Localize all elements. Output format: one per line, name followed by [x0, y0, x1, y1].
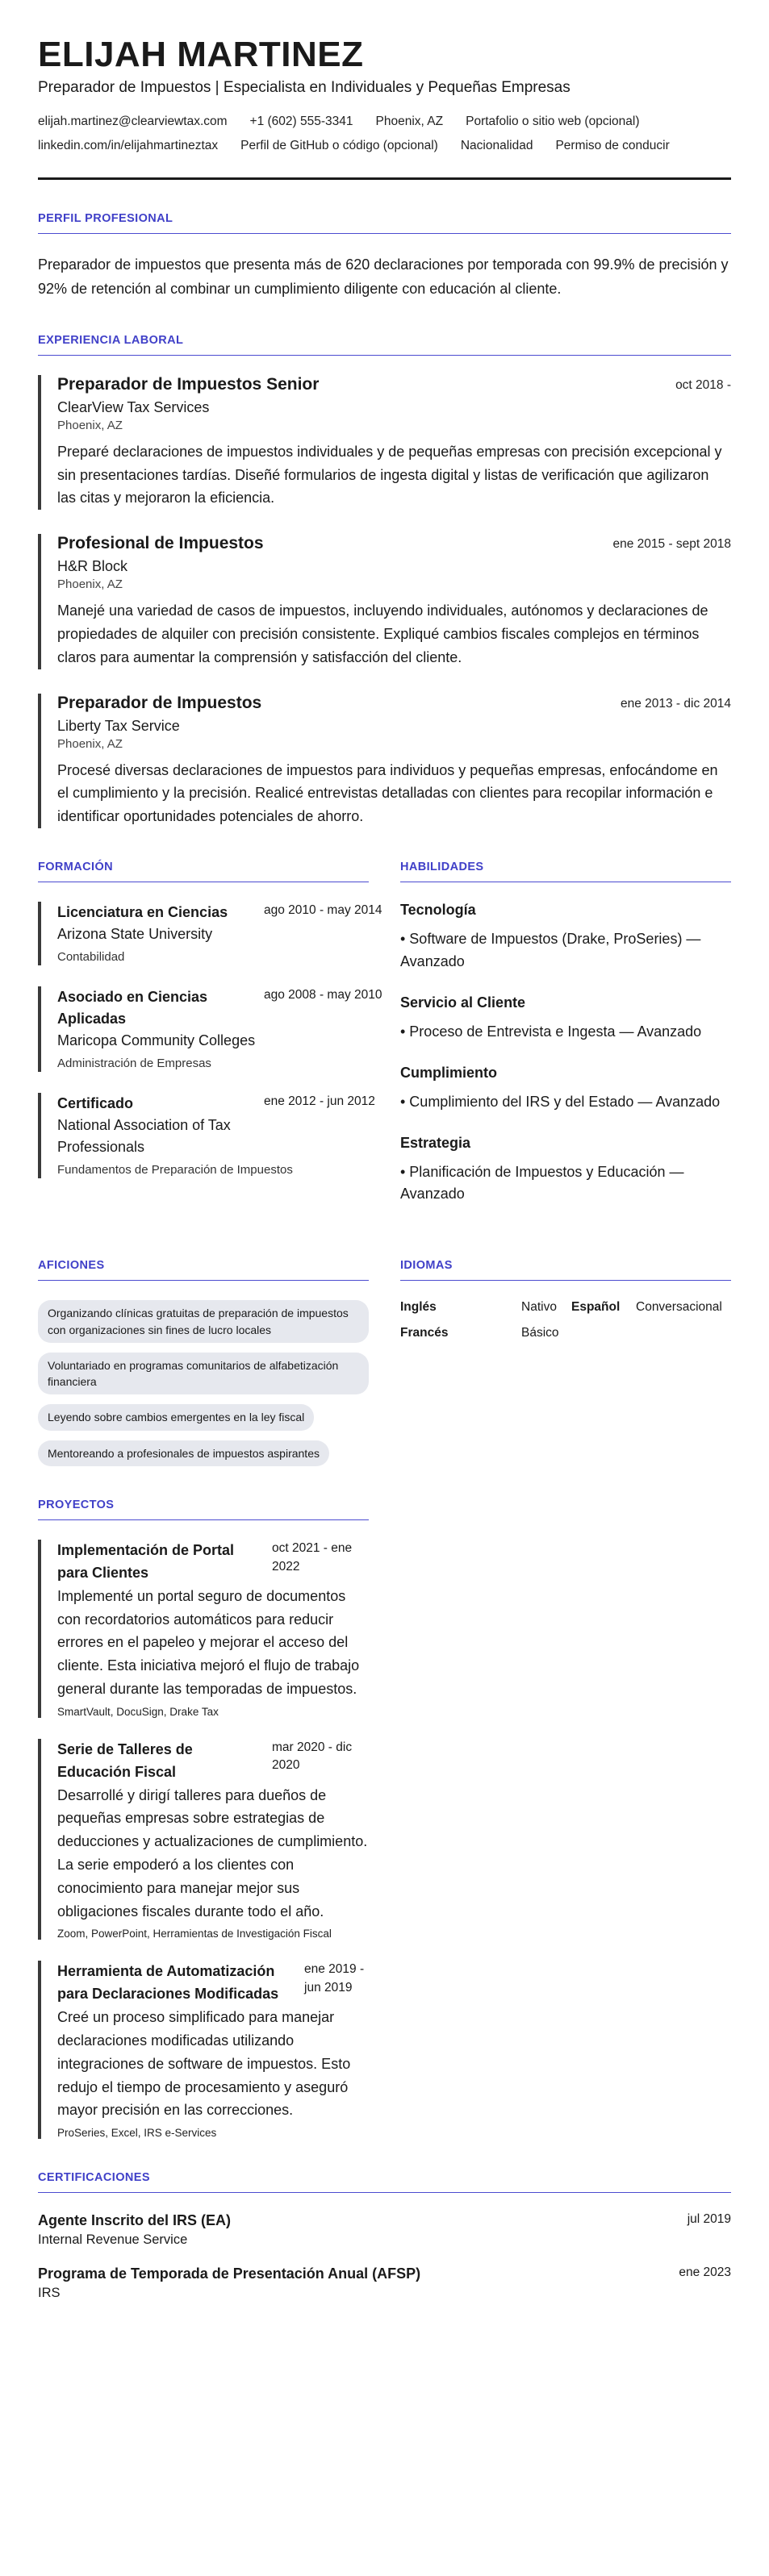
- skill-category: Cumplimiento: [400, 1064, 497, 1081]
- job-company: ClearView Tax Services: [57, 398, 210, 415]
- education-item: [38, 1093, 375, 1178]
- skill-category: Servicio al Cliente: [400, 994, 526, 1011]
- section-title-education: FORMACIÓN: [38, 860, 114, 873]
- project-description: Creé un proceso simplificado para manejar declaraciones modificadas utilizando integraciones de software de impuestos. Esto redujo el tiempo de procesamiento y aseguró mayor precisión en las correcciones.: [57, 2009, 351, 2119]
- project-description: Desarrollé y dirigí talleres para dueños de pequeñas empresas sobre estrategias de deducciones y actualizaciones de cumplimiento. La serie empoderó a los clientes con conocimiento para manejar mejor sus obligaciones fiscales durante todo el año.: [57, 1786, 368, 1919]
- language-name: Francés: [400, 1326, 449, 1340]
- experience-item: [38, 694, 731, 828]
- job-company: H&R Block: [57, 558, 128, 575]
- degree-name: Certificado: [57, 1094, 134, 1111]
- section-divider: [38, 1280, 369, 1281]
- school-name: Maricopa Community Colleges: [57, 1032, 256, 1048]
- job-title: Preparador de Impuestos: [57, 693, 262, 712]
- school-name: National Association of Tax Professionals: [57, 1116, 231, 1155]
- section-title-projects: PROYECTOS: [38, 1498, 115, 1512]
- project-dates: mar 2020 - dic 2020: [272, 1740, 353, 1773]
- project-tech: ProSeries, Excel, IRS e-Services: [57, 2127, 217, 2140]
- job-title: Profesional de Impuestos: [57, 534, 264, 553]
- header-divider: [38, 177, 731, 180]
- project-item: [38, 1961, 369, 2139]
- hobby-chip: Leyendo sobre cambios emergentes en la ley fiscal: [38, 1404, 314, 1430]
- candidate-name: ELIJAH MARTINEZ: [38, 35, 364, 74]
- section-title-summary: PERFIL PROFESIONAL: [38, 212, 173, 226]
- job-location: Phoenix, AZ: [57, 577, 123, 592]
- certification-date: ene 2023: [679, 2265, 731, 2280]
- school-name: Arizona State University: [57, 925, 213, 942]
- skill-item: • Planificación de Impuestos y Educación — Avanzado: [400, 1163, 684, 1203]
- skill-item: • Software de Impuestos (Drake, ProSeries) — Avanzado: [400, 930, 701, 969]
- hobbies-languages-row: [38, 1259, 731, 1466]
- contact-nationality: Nacionalidad: [460, 139, 533, 153]
- section-title-skills: HABILIDADES: [400, 860, 484, 873]
- projects-section: [38, 1498, 731, 2139]
- contact-linkedin: linkedin.com/in/elijahmartineztax: [38, 139, 219, 153]
- language-row: [400, 1326, 731, 1340]
- education-item: [38, 986, 382, 1072]
- section-title-hobbies: AFICIONES: [38, 1259, 105, 1273]
- section-divider: [400, 1280, 731, 1281]
- section-divider: [38, 233, 731, 234]
- skills-section: [400, 861, 731, 1227]
- skill-item: • Cumplimiento del IRS y del Estado — Avanzado: [400, 1093, 721, 1110]
- job-description: Procesé diversas declaraciones de impuestos para individuos y pequeñas empresas, enfocándome en el cumplimiento y la precisión. Realicé entrevistas detalladas con clientes para recopilar información e identificar oportunidades potenciales de ahorro.: [57, 761, 718, 825]
- skill-category: Tecnología: [400, 901, 476, 918]
- language-level: Nativo: [521, 1300, 557, 1315]
- summary-section: [38, 212, 731, 301]
- section-title-certifications: CERTIFICACIONES: [38, 2171, 150, 2185]
- certifications-section: [38, 2171, 731, 2301]
- certification-issuer: IRS: [38, 2286, 61, 2301]
- certification-item: [38, 2265, 731, 2301]
- job-description: Manejé una variedad de casos de impuestos, incluyendo individuales, autónomos y declaraciones de propiedades de alquiler con precisión consistente. Expliqué cambios fiscales complejos en términos claros para aumentar la comprensión y satisfacción del cliente.: [57, 602, 708, 665]
- project-tech: Zoom, PowerPoint, Herramientas de Investigación Fiscal: [57, 1928, 332, 1940]
- education-section: [38, 860, 382, 1227]
- contact-location: Phoenix, AZ: [375, 115, 444, 129]
- certification-item: [38, 2212, 731, 2248]
- certification-name: Programa de Temporada de Presentación Anual (AFSP): [38, 2265, 421, 2282]
- project-item: [38, 1739, 369, 1940]
- certification-date: jul 2019: [687, 2212, 731, 2227]
- education-field: Contabilidad: [57, 949, 125, 964]
- contact-info: [38, 115, 732, 153]
- job-dates: oct 2018 -: [675, 377, 731, 392]
- section-title-languages: IDIOMAS: [400, 1259, 453, 1273]
- skill-category: Estrategia: [400, 1134, 471, 1151]
- contact-phone: +1 (602) 555-3341: [249, 115, 353, 129]
- experience-item: [38, 534, 731, 669]
- project-description: Implementé un portal seguro de documentos con recordatorios automáticos para reducir errores en el papeleo y mejorar el acceso del cliente. Esta iniciativa mejoró el flujo de trabajo general durante las temporadas de impuestos.: [57, 1587, 360, 1698]
- hobby-list: [38, 1300, 369, 1466]
- summary-text: Preparador de impuestos que presenta más de 620 declaraciones por temporada con 99.9% de precisión y 92% de retención al combinar un cumplimiento diligente con educación al cliente.: [38, 256, 729, 298]
- degree-name: Asociado en Ciencias Aplicadas: [57, 988, 208, 1027]
- education-dates: ene 2012 - jun 2012: [264, 1094, 375, 1108]
- language-name: Español: [571, 1300, 621, 1315]
- job-dates: ene 2015 - sept 2018: [612, 537, 731, 552]
- resume-header: [38, 35, 731, 180]
- hobby-chip: Voluntariado en programas comunitarios de alfabetización financiera: [38, 1353, 369, 1395]
- job-company: Liberty Tax Service: [57, 717, 180, 734]
- project-dates: ene 2019 - jun 2019: [304, 1962, 365, 1995]
- contact-email: elijah.martinez@clearviewtax.com: [38, 115, 228, 129]
- contact-github: Perfil de GitHub o código (opcional): [240, 139, 438, 153]
- project-dates: oct 2021 - ene 2022: [272, 1541, 353, 1574]
- education-skills-row: [38, 861, 731, 1227]
- education-dates: ago 2010 - may 2014: [264, 902, 382, 917]
- language-level: Básico: [521, 1326, 559, 1340]
- contact-portfolio: Portafolio o sitio web (opcional): [466, 115, 640, 129]
- project-tech: SmartVault, DocuSign, Drake Tax: [57, 1705, 219, 1718]
- job-location: Phoenix, AZ: [57, 418, 123, 432]
- education-item: [38, 902, 382, 965]
- section-divider: [38, 2192, 731, 2193]
- language-name: Inglés: [400, 1300, 437, 1315]
- job-title: Preparador de Impuestos Senior: [57, 374, 320, 394]
- certification-issuer: Internal Revenue Service: [38, 2232, 188, 2248]
- job-location: Phoenix, AZ: [57, 736, 123, 751]
- languages-section: [400, 1259, 731, 1466]
- language-row: [400, 1300, 731, 1315]
- project-name: Implementación de Portal para Clientes: [57, 1542, 235, 1581]
- job-description: Preparé declaraciones de impuestos individuales y de pequeñas empresas con precisión excepcional y sin presentaciones tardías. Diseñé formularios de ingesta digital y listas de verificación que agilizaron las citas y mejoraron la eficiencia.: [57, 443, 722, 506]
- section-title-experience: EXPERIENCIA LABORAL: [38, 333, 184, 347]
- project-item: [38, 1540, 369, 1718]
- contact-license: Permiso de conducir: [555, 139, 670, 153]
- section-divider: [38, 355, 731, 356]
- candidate-tagline: Preparador de Impuestos | Especialista en Individuales y Pequeñas Empresas: [38, 79, 570, 97]
- skill-item: • Proceso de Entrevista e Ingesta — Avanzado: [400, 1023, 702, 1040]
- project-name: Herramienta de Automatización para Declaraciones Modificadas: [57, 1963, 279, 2003]
- section-divider: [38, 1519, 369, 1520]
- project-name: Serie de Talleres de Educación Fiscal: [57, 1740, 193, 1780]
- experience-item: [38, 375, 731, 510]
- job-dates: ene 2013 - dic 2014: [620, 696, 731, 711]
- hobby-chip: Organizando clínicas gratuitas de preparación de impuestos con organizaciones sin fines de lucro locales: [38, 1300, 369, 1343]
- hobby-chip: Mentoreando a profesionales de impuestos aspirantes: [38, 1440, 329, 1466]
- experience-section: [38, 334, 731, 828]
- language-level: Conversacional: [636, 1300, 722, 1315]
- certification-name: Agente Inscrito del IRS (EA): [38, 2212, 232, 2229]
- hobbies-section: [38, 1259, 369, 1466]
- education-dates: ago 2008 - may 2010: [264, 987, 382, 1002]
- degree-name: Licenciatura en Ciencias: [57, 903, 228, 920]
- education-field: Administración de Empresas: [57, 1056, 211, 1070]
- education-field: Fundamentos de Preparación de Impuestos: [57, 1162, 293, 1177]
